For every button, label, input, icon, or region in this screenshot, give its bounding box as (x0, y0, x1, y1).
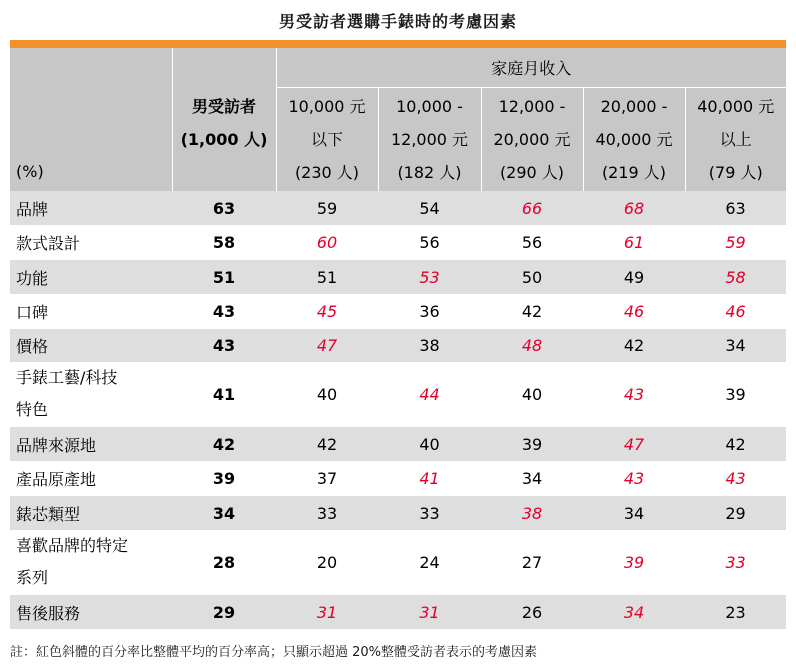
value-cell: 20 (316, 552, 338, 572)
value-cell: 42 (521, 301, 543, 321)
survey-table (10, 48, 786, 629)
row-label (10, 260, 172, 295)
total-header-line1: 男受訪者 (191, 97, 256, 116)
unit-label: (%) (10, 48, 172, 191)
total-cell: 43 (212, 301, 236, 321)
column-header-line2: 40,000 元 (595, 130, 673, 149)
row-label-line1: 錶芯類型 (16, 504, 81, 524)
total-cell: 41 (212, 384, 236, 404)
value-cell: 26 (481, 595, 583, 630)
row-label-line1: 款式設計 (16, 233, 81, 253)
highlighted-value-cell: 46 (623, 301, 645, 321)
value-cell: 40 (316, 384, 338, 404)
highlighted-value-cell: 59 (725, 232, 746, 252)
column-header-line1: 20,000 - (600, 97, 668, 116)
header-row-group (10, 48, 786, 88)
row-label-line1: 喜歡品牌的特定 (16, 536, 129, 555)
value-cell: 56 (521, 232, 543, 252)
value-cell: 51 (276, 260, 378, 295)
table-row (10, 260, 786, 295)
column-header-line3: (79 人) (708, 163, 763, 182)
total-cell: 63 (172, 191, 276, 225)
value-cell: 34 (521, 468, 543, 488)
row-label-line1: 品牌 (16, 199, 49, 219)
highlighted-value-cell: 45 (316, 301, 338, 321)
total-cell: 39 (212, 468, 236, 488)
row-label (10, 362, 172, 427)
table-row (10, 191, 786, 225)
value-cell: 34 (685, 329, 786, 363)
highlighted-value-cell: 47 (583, 427, 685, 462)
column-header-line3: (290 人) (499, 163, 565, 182)
table-body (10, 191, 786, 629)
row-label (10, 530, 172, 595)
table-row (10, 362, 786, 427)
column-header-line2: 以上 (719, 130, 752, 149)
highlighted-value-cell: 38 (481, 496, 583, 531)
value-cell: 50 (481, 260, 583, 295)
highlighted-value-cell: 66 (481, 191, 583, 225)
value-cell: 34 (583, 496, 685, 531)
highlighted-value-cell: 33 (725, 552, 746, 572)
row-label-line2: 系列 (16, 568, 49, 587)
value-cell: 36 (419, 301, 440, 321)
value-cell: 39 (481, 427, 583, 462)
value-cell: 56 (419, 232, 440, 252)
highlighted-value-cell: 61 (623, 232, 645, 252)
row-label (10, 329, 172, 363)
highlighted-value-cell: 53 (378, 260, 481, 295)
table-row (10, 530, 786, 595)
column-header-line3: (182 人) (397, 163, 462, 182)
table-row (10, 496, 786, 531)
table-row (10, 595, 786, 630)
highlighted-value-cell: 48 (481, 329, 583, 363)
row-label-line1: 售後服務 (16, 603, 81, 623)
row-label-line1: 手錶工藝/科技 (16, 368, 118, 387)
total-cell: 29 (172, 595, 276, 630)
column-header-line1: 40,000 元 (697, 97, 775, 116)
highlighted-value-cell: 68 (583, 191, 685, 225)
value-cell: 37 (316, 468, 338, 488)
highlighted-value-cell: 43 (725, 468, 746, 488)
value-cell: 29 (685, 496, 786, 531)
row-label (10, 461, 172, 496)
highlighted-value-cell: 39 (623, 552, 645, 572)
value-cell: 39 (725, 384, 746, 404)
value-cell: 38 (378, 329, 481, 363)
value-cell: 27 (521, 552, 543, 572)
accent-bar (10, 40, 786, 48)
value-cell: 40 (378, 427, 481, 462)
row-label (10, 427, 172, 462)
highlighted-value-cell: 60 (316, 232, 338, 252)
highlighted-value-cell: 44 (419, 384, 440, 404)
highlighted-value-cell: 47 (276, 329, 378, 363)
table-row (10, 329, 786, 363)
table-row (10, 427, 786, 462)
column-header-line2: 以下 (310, 130, 343, 149)
highlighted-value-cell: 34 (583, 595, 685, 630)
total-cell: 34 (172, 496, 276, 531)
highlighted-value-cell: 58 (685, 260, 786, 295)
total-cell: 43 (172, 329, 276, 363)
row-label (10, 595, 172, 630)
table-row (10, 461, 786, 496)
row-label-line1: 功能 (16, 268, 49, 288)
column-header-line3: (219 人) (601, 163, 667, 182)
value-cell: 23 (685, 595, 786, 630)
value-cell: 59 (276, 191, 378, 225)
row-label (10, 225, 172, 260)
income-column-header (276, 88, 378, 192)
value-cell: 42 (583, 329, 685, 363)
highlighted-value-cell: 41 (419, 468, 440, 488)
row-label-line1: 口碑 (16, 302, 49, 322)
column-header-line2: 20,000 元 (493, 130, 571, 149)
income-column-header (378, 88, 481, 192)
total-column-header (172, 48, 276, 191)
column-header-line3: (230 人) (294, 163, 360, 182)
column-header-line2: 12,000 元 (390, 130, 469, 149)
table-row (10, 225, 786, 260)
highlighted-value-cell: 46 (725, 301, 746, 321)
column-header-line1: 10,000 - (396, 97, 463, 116)
footnote: 註：紅色斜體的百分率比整體平均的百分率高；只顯示超過 20%整體受訪者表示的考慮因素 (10, 645, 538, 660)
highlighted-value-cell: 31 (378, 595, 481, 630)
income-column-header (481, 88, 583, 192)
total-cell: 42 (172, 427, 276, 462)
value-cell: 54 (378, 191, 481, 225)
table-row (10, 294, 786, 329)
row-label-line1: 產品原產地 (16, 469, 97, 489)
row-label (10, 294, 172, 329)
income-group-header: 家庭月收入 (276, 48, 786, 88)
column-header-line1: 10,000 元 (288, 97, 366, 116)
value-cell: 49 (583, 260, 685, 295)
value-cell: 33 (378, 496, 481, 531)
row-label-line2: 特色 (16, 400, 49, 419)
column-header-line1: 12,000 - (498, 97, 566, 116)
value-cell: 63 (685, 191, 786, 225)
total-cell: 28 (212, 552, 236, 572)
total-cell: 58 (212, 232, 236, 252)
highlighted-value-cell: 31 (276, 595, 378, 630)
row-label (10, 191, 172, 225)
value-cell: 40 (521, 384, 543, 404)
income-column-header (685, 88, 786, 192)
highlighted-value-cell: 43 (623, 468, 645, 488)
income-column-header (583, 88, 685, 192)
value-cell: 42 (276, 427, 378, 462)
table-title: 男受訪者選購手錶時的考慮因素 (278, 12, 517, 31)
row-label-line1: 價格 (16, 337, 49, 356)
total-header-line2: (1,000 人) (180, 130, 268, 149)
total-cell: 51 (172, 260, 276, 295)
highlighted-value-cell: 43 (623, 384, 645, 404)
row-label-line1: 品牌來源地 (16, 435, 97, 455)
value-cell: 33 (276, 496, 378, 531)
row-label (10, 496, 172, 531)
value-cell: 42 (685, 427, 786, 462)
value-cell: 24 (419, 552, 440, 572)
